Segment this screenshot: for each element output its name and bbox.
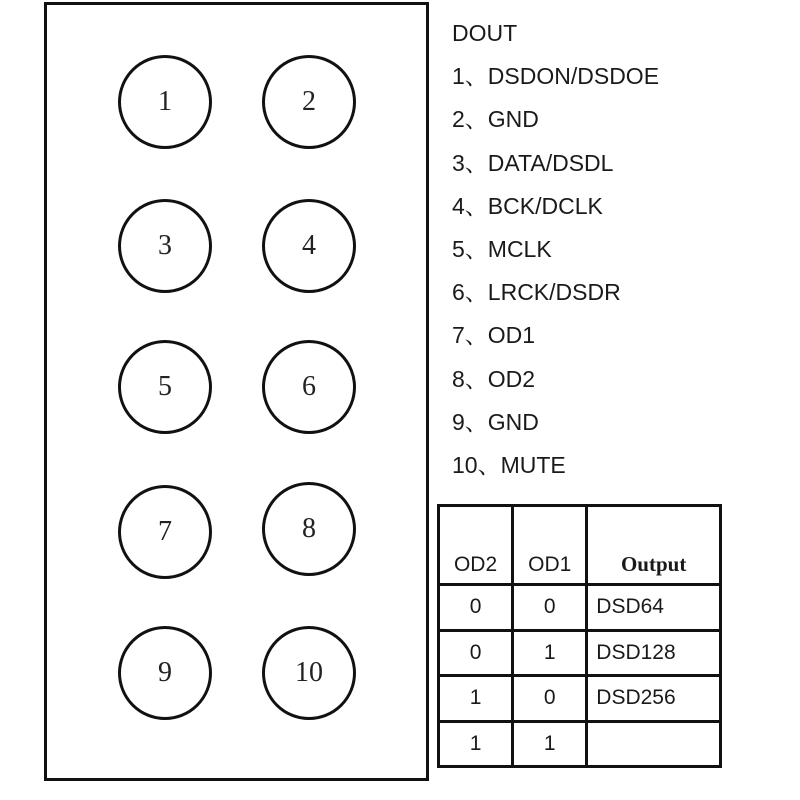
cell-output: DSD64 [587,585,721,630]
cell-od2: 1 [439,721,513,766]
pin-8: 8 [262,482,356,576]
cell-output: DSD256 [587,676,721,721]
pin-3: 3 [118,199,212,293]
pinout-item-7: 7、OD1 [452,322,536,349]
connector-outline [44,2,429,781]
pin-1: 1 [118,55,212,149]
header-output: Output [587,506,721,585]
pinout-item-9: 9、GND [452,408,539,435]
table-row [439,676,721,721]
table-header-row [439,506,721,585]
header-od2: OD2 [439,506,513,585]
pin-10: 10 [262,626,356,720]
pinout-list [452,14,659,489]
pin-9: 9 [118,626,212,720]
pinout-item-4: 4、BCK/DCLK [452,192,603,219]
cell-od1: 0 [513,585,587,630]
table-row [439,721,721,766]
pinout-item-1: 1、DSDON/DSDOE [452,63,660,90]
pin-7: 7 [118,485,212,579]
pinout-item-3: 3、DATA/DSDL [452,149,614,176]
cell-od1: 1 [513,630,587,675]
pin-2: 2 [262,55,356,149]
cell-od1: 1 [513,721,587,766]
table-row [439,585,721,630]
cell-od1: 0 [513,676,587,721]
pin-4: 4 [262,199,356,293]
header-od1: OD1 [513,506,587,585]
output-truth-table [437,504,722,768]
pinout-item-6: 6、LRCK/DSDR [452,279,621,306]
pin-6: 6 [262,340,356,434]
cell-output [587,721,721,766]
cell-output: DSD128 [587,630,721,675]
pinout-title: DOUT [452,20,518,46]
cell-od2: 1 [439,676,513,721]
cell-od2: 0 [439,585,513,630]
pinout-item-2: 2、GND [452,106,539,133]
pinout-item-5: 5、MCLK [452,235,552,262]
table-row [439,630,721,675]
cell-od2: 0 [439,630,513,675]
pinout-item-10: 10、MUTE [452,451,566,478]
pin-5: 5 [118,340,212,434]
pinout-item-8: 8、OD2 [452,365,536,392]
